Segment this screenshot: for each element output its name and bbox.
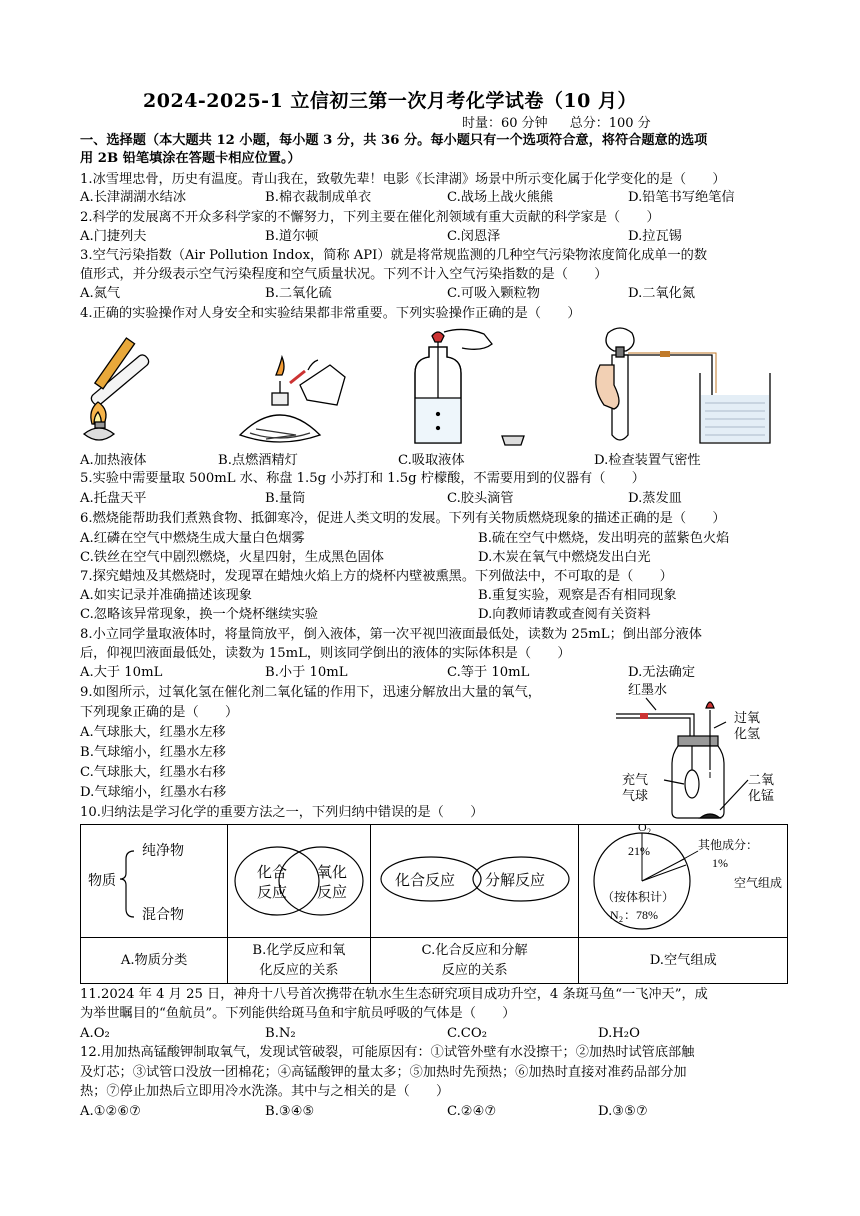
q4-option-a: A.加热液体 bbox=[80, 453, 147, 468]
q9-stem: 9.如图所示，过氧化氢在催化剂二氧化锰的作用下，迅速分解放出大量的氧气， bbox=[80, 685, 541, 700]
q12-option-d: D.③⑤⑦ bbox=[598, 1104, 648, 1119]
q3-option-a: A.氮气 bbox=[80, 286, 121, 301]
venn-combination-2: 反应 bbox=[256, 885, 287, 901]
q7-option-d: D.向教师请教或查阅有关资料 bbox=[478, 607, 651, 622]
fig-label-balloon-2: 气球 bbox=[622, 788, 649, 803]
heating-liquid-figure bbox=[80, 326, 170, 448]
q10-stem: 10.归纳法是学习化学的重要方法之一，下列归纳中错误的是（ ） bbox=[80, 805, 484, 820]
pie-o2-sub: 2 bbox=[647, 827, 652, 836]
venn-oxidation-2: 反应 bbox=[316, 885, 347, 901]
q7-option-a: A.如实记录并准确描述该现象 bbox=[80, 588, 252, 603]
tree-mixture: 混合物 bbox=[142, 908, 185, 923]
q1-stem: 1.冰雪埋忠骨，历史有温度。青山我在，致敬先辈！电影《长津湖》场景中所示变化属于化学变化的是（ ） bbox=[80, 172, 726, 187]
q9-option-c: C.气球胀大，红墨水右移 bbox=[80, 765, 226, 780]
q1-option-d: D.铅笔书写绝笔信 bbox=[628, 190, 735, 205]
q1-option-c: C.战场上战火熊熊 bbox=[447, 190, 554, 205]
q6-option-a: A.红磷在空气中燃烧生成大量白色烟雾 bbox=[80, 531, 305, 546]
fig-label-mno2-2: 化锰 bbox=[748, 788, 775, 803]
q8-stem-cont: 后，仰视凹液面最低处，读数为 15mL，则该同学倒出的液体的实际体积是（ ） bbox=[80, 646, 571, 661]
label-a: A.物质分类 bbox=[81, 938, 228, 984]
q8-option-d: D.无法确定 bbox=[628, 665, 696, 680]
label-d: D.空气组成 bbox=[579, 938, 788, 984]
q11-stem: 11.2024 年 4 月 25 日，神舟十八号首次携带在轨水生生态研究项目成功升空，4 条斑马鱼“一飞冲天”，成 bbox=[80, 987, 708, 1002]
q6-option-d: D.木炭在氧气中燃烧发出白光 bbox=[478, 550, 651, 565]
q12-option-c: C.②④⑦ bbox=[447, 1104, 497, 1119]
section-heading-cont: 用 2B 铅笔填涂在答题卡相应位置。） bbox=[80, 151, 301, 166]
q8-option-b: B.小于 10mL bbox=[265, 665, 348, 680]
q12-option-b: B.③④⑤ bbox=[265, 1104, 315, 1119]
pie-o2-label: O bbox=[638, 825, 647, 834]
pie-n2-sub: 2 bbox=[619, 915, 624, 924]
venn-combination-1: 化合 bbox=[256, 865, 287, 881]
q12-stem-cont2: 热；⑦停止加热后立即用冷水洗涤。其中与之相关的是（ ） bbox=[80, 1084, 450, 1099]
q3-option-b: B.二氧化硫 bbox=[265, 286, 332, 301]
cell-reaction-overlap bbox=[228, 825, 371, 938]
circle-decomposition: 分解反应 bbox=[484, 873, 545, 889]
h2o2-apparatus-figure bbox=[616, 680, 791, 820]
fig-label-h2o2-1: 过氧 bbox=[734, 710, 761, 725]
fig-label-mno2-1: 二氧 bbox=[748, 772, 775, 787]
q6-stem: 6.燃烧能帮助我们煮熟食物、抵御寒冷，促进人类文明的发展。下列有关物质燃烧现象的描述正确的是（ ） bbox=[80, 511, 726, 526]
q9-option-d: D.气球缩小，红墨水右移 bbox=[80, 785, 227, 800]
circle-combination: 化合反应 bbox=[394, 873, 455, 889]
fig-label-h2o2-2: 化氢 bbox=[734, 726, 761, 741]
tree-root: 物质 bbox=[88, 874, 117, 889]
q9-option-a: A.气球胀大，红墨水左移 bbox=[80, 725, 226, 740]
exam-meta bbox=[462, 112, 673, 131]
q8-option-c: C.等于 10mL bbox=[447, 665, 530, 680]
exam-time: 时量：60 分钟 bbox=[462, 116, 548, 131]
q7-option-c: C.忽略该异常现象，换一个烧杯继续实验 bbox=[80, 607, 318, 622]
q4-stem: 4.正确的实验操作对人身安全和实验结果都非常重要。下列实验操作正确的是（ ） bbox=[80, 306, 581, 321]
q4-option-b: B.点燃酒精灯 bbox=[218, 453, 298, 468]
q8-stem: 8.小立同学量取液体时，将量筒放平，倒入液体，第一次平视凹液面最低处，读数为 25mL；倒出部分液体 bbox=[80, 627, 702, 642]
pie-basis: （按体积计） bbox=[602, 890, 675, 904]
q3-option-c: C.可吸入颗粒物 bbox=[447, 286, 540, 301]
q5-option-d: D.蒸发皿 bbox=[628, 491, 682, 506]
airtightness-figure bbox=[590, 325, 790, 450]
pie-n2-label: N bbox=[610, 908, 619, 922]
section-heading: 一、选择题（本大题共 12 小题，每小题 3 分，共 36 分。每小题只有一个选项符合意，将符合题意的选项 bbox=[80, 133, 708, 148]
q5-option-c: C.胶头滴管 bbox=[447, 491, 514, 506]
q12-stem: 12.用加热高锰酸钾制取氧气，发现试管破裂，可能原因有：①试管外壁有水没擦干；②加热时试管底部触 bbox=[80, 1045, 695, 1060]
q1-option-b: B.棉衣裁制成单衣 bbox=[265, 190, 372, 205]
q2-option-c: C.闵恩泽 bbox=[447, 229, 501, 244]
q8-option-a: A.大于 10mL bbox=[80, 665, 163, 680]
q5-stem: 5.实验中需要量取 500mL 水、称盘 1.5g 小苏打和 1.5g 柠檬酸，不需要用到的仪器有（ ） bbox=[80, 471, 645, 486]
exam-score: 总分：100 分 bbox=[569, 116, 651, 131]
pie-other-label: 其他成分： bbox=[698, 838, 759, 852]
cell-air-composition bbox=[579, 825, 788, 938]
alcohol-lamp-figure bbox=[230, 345, 350, 450]
q5-option-b: B.量筒 bbox=[265, 491, 306, 506]
q11-option-d: D.H₂O bbox=[598, 1026, 640, 1041]
page-title: 2024-2025-1 立信初三第一次月考化学试卷（10 月） bbox=[143, 90, 637, 112]
q12-stem-cont1: 及灯芯；③试管口没放一团棉花；④高锰酸钾的量太多；⑤加热时先预热；⑥加热时直接对准药品部分加 bbox=[80, 1065, 687, 1080]
pie-other-percent: 1% bbox=[712, 856, 729, 870]
venn-oxidation-1: 氧化 bbox=[316, 865, 347, 881]
pie-n2-percent: ：78% bbox=[624, 908, 659, 922]
q11-stem-cont: 为举世瞩目的“鱼航员”。下列能供给斑马鱼和宇航员呼吸的气体是（ ） bbox=[80, 1006, 516, 1021]
q2-option-a: A.门捷列夫 bbox=[80, 229, 147, 244]
q3-stem-cont: 值形式，并分级表示空气污染程度和空气质量状况。下列不计入空气污染指数的是（ ） bbox=[80, 267, 608, 282]
q3-option-d: D.二氧化氮 bbox=[628, 286, 696, 301]
q5-option-a: A.托盘天平 bbox=[80, 491, 147, 506]
q11-option-c: C.CO₂ bbox=[447, 1026, 487, 1041]
q11-option-a: A.O₂ bbox=[80, 1026, 110, 1041]
q12-option-a: A.①②⑥⑦ bbox=[80, 1104, 142, 1119]
q2-option-b: B.道尔顿 bbox=[265, 229, 319, 244]
label-b: B.化学反应和氧 化反应的关系 bbox=[228, 938, 371, 984]
dropper-bottle-figure bbox=[410, 328, 530, 448]
q7-option-b: B.重复实验，观察是否有相同现象 bbox=[478, 588, 677, 603]
q4-option-c: C.吸取液体 bbox=[398, 453, 465, 468]
q3-stem: 3.空气污染指数（Air Pollution Indox，简称 API）就是将常规监测的几种空气污染物浓度简化成单一的数 bbox=[80, 248, 708, 263]
q2-option-d: D.拉瓦锡 bbox=[628, 229, 682, 244]
tree-pure: 纯净物 bbox=[142, 844, 185, 859]
q6-option-c: C.铁丝在空气中剧烈燃烧，火星四射，生成黑色固体 bbox=[80, 550, 384, 565]
q6-option-b: B.硫在空气中燃烧，发出明亮的蓝紫色火焰 bbox=[478, 531, 730, 546]
q7-stem: 7.探究蜡烛及其燃烧时，发现罩在蜡烛火焰上方的烧杯内壁被熏黑。下列做法中，不可取的是（ ） bbox=[80, 569, 673, 584]
pie-o2-percent: 21% bbox=[628, 844, 651, 858]
q9-stem-cont: 下列现象正确的是（ ） bbox=[80, 705, 239, 720]
fig-label-ink: 红墨水 bbox=[628, 682, 668, 697]
q9-option-b: B.气球缩小，红墨水左移 bbox=[80, 745, 226, 760]
q11-option-b: B.N₂ bbox=[265, 1026, 296, 1041]
fig-label-balloon-1: 充气 bbox=[622, 772, 649, 787]
q2-stem: 2.科学的发展离不开众多科学家的不懈努力，下列主要在催化剂领域有重大贡献的科学家是（ ） bbox=[80, 210, 660, 225]
label-c: C.化合反应和分解 反应的关系 bbox=[370, 938, 579, 984]
summary-table bbox=[80, 824, 788, 984]
q4-option-d: D.检查装置气密性 bbox=[594, 453, 701, 468]
cell-combination-decomposition bbox=[370, 825, 579, 938]
q1-option-a: A.长津湖湖水结冰 bbox=[80, 190, 187, 205]
cell-substance-classification bbox=[81, 825, 228, 938]
pie-title: 空气组成 bbox=[734, 876, 783, 890]
